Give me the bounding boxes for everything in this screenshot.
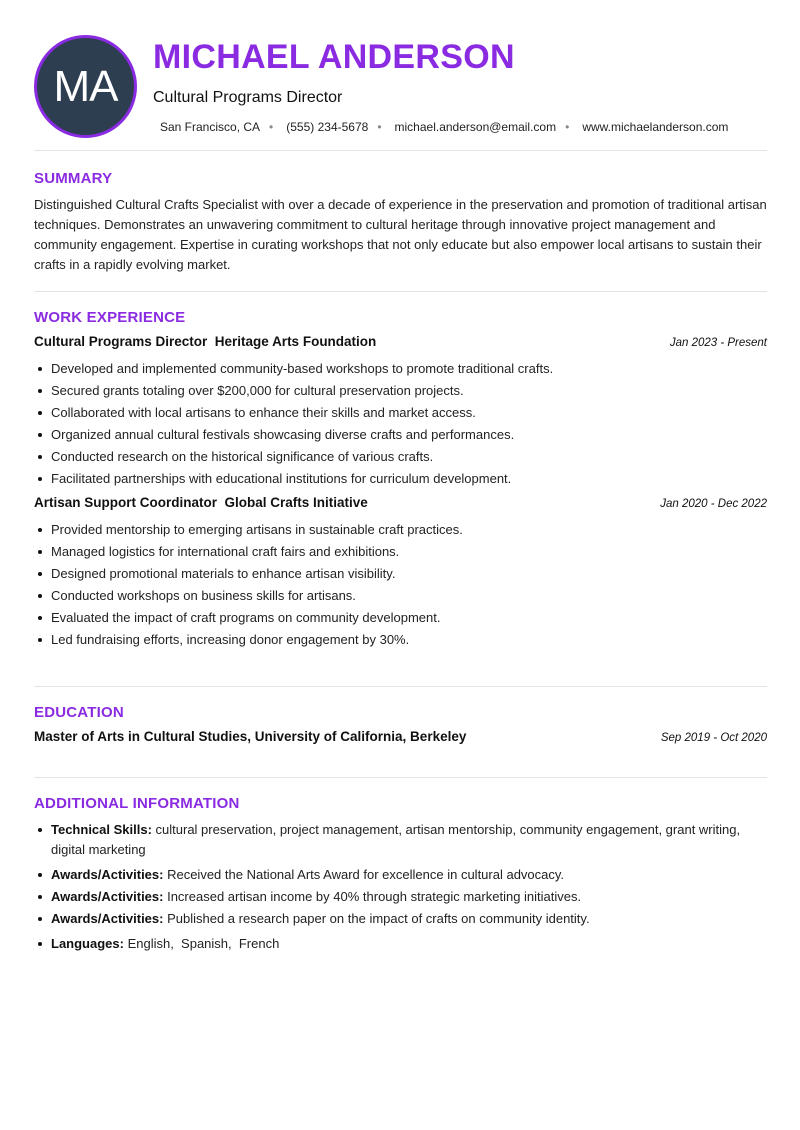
phone: (555) 234-5678 [286,120,369,134]
avatar: MA [34,35,137,138]
info-label: Awards/Activities: [51,911,164,926]
separator-dot-icon: • [377,120,382,134]
website: www.michaelanderson.com [582,120,729,134]
location: San Francisco, CA [160,120,261,134]
job-bullet: Developed and implemented community-based workshops to promote traditional crafts. [34,359,767,379]
job-title: Cultural Programs Director Heritage Arts Foundation [34,334,377,349]
job-bullet: Conducted workshops on business skills for artisans. [34,586,767,606]
divider [34,686,767,687]
info-item [34,820,767,860]
divider [34,291,767,292]
section-heading: WORK EXPERIENCE [34,309,186,326]
job-date: Jan 2023 - Present [669,337,767,349]
info-text: Received the National Arts Award for excellence in cultural advocacy. [163,867,565,882]
degree: Master of Arts in Cultural Studies, University of California, Berkeley [34,729,467,744]
job-entry [34,495,767,650]
info-text: English, Spanish, French [123,936,280,951]
separator-dot-icon: • [269,120,274,134]
job-bullet: Evaluated the impact of craft programs on community development. [34,608,767,628]
info-label: Languages: [51,936,124,951]
divider [34,150,767,151]
additional-info-section [34,795,767,956]
job-entry [34,334,767,489]
job-title: Artisan Support Coordinator Global Crafts Initiative [34,495,368,510]
info-text: cultural preservation, project management, artisan mentorship, community engagement, grant writing, digital marketing [51,822,744,857]
candidate-title: Cultural Programs Director [153,89,343,106]
summary-section [34,170,767,275]
info-item [34,865,767,885]
resume-header [0,0,800,150]
summary-text: Distinguished Cultural Crafts Specialist with over a decade of experience in the preservation and promotion of traditional artisan techniques. Demonstrates an unwavering commitment to cultural heritage through innovative project management and community engagement. Expertise in curating workshops that not only educate but also empower local artisans to sustain their crafts in a rapidly evolving market. [34,197,767,272]
candidate-name: MICHAEL ANDERSON [153,38,515,76]
job-bullet: Provided mentorship to emerging artisans in sustainable craft practices. [34,520,767,540]
education-entry [34,729,767,751]
info-label: Awards/Activities: [51,867,164,882]
info-item [34,887,767,907]
email: michael.anderson@email.com [394,120,557,134]
section-heading: SUMMARY [34,170,113,187]
job-bullet: Organized annual cultural festivals showcasing diverse crafts and performances. [34,425,767,445]
job-bullet: Conducted research on the historical significance of various crafts. [34,447,767,467]
job-bullet: Designed promotional materials to enhance artisan visibility. [34,564,767,584]
job-bullet: Led fundraising efforts, increasing donor engagement by 30%. [34,630,767,650]
job-bullet: Collaborated with local artisans to enhance their skills and market access. [34,403,767,423]
work-experience-section [34,309,767,652]
separator-dot-icon: • [565,120,570,134]
job-bullet: Facilitated partnerships with educational institutions for curriculum development. [34,469,767,489]
info-item [34,934,767,954]
info-label: Technical Skills: [51,822,152,837]
info-text: Increased artisan income by 40% through strategic marketing initiatives. [163,889,582,904]
job-bullet: Managed logistics for international craft fairs and exhibitions. [34,542,767,562]
job-date: Jan 2020 - Dec 2022 [660,498,767,510]
info-item [34,909,767,929]
info-label: Awards/Activities: [51,889,164,904]
section-heading: EDUCATION [34,704,124,721]
education-date: Sep 2019 - Oct 2020 [660,732,767,744]
info-text: Published a research paper on the impact of crafts on community identity. [163,911,590,926]
divider [34,777,767,778]
job-header [34,495,767,517]
job-header [34,334,767,356]
section-heading: ADDITIONAL INFORMATION [34,795,240,812]
contact-info [160,120,728,134]
education-section [34,704,767,751]
job-bullet: Secured grants totaling over $200,000 for cultural preservation projects. [34,381,767,401]
